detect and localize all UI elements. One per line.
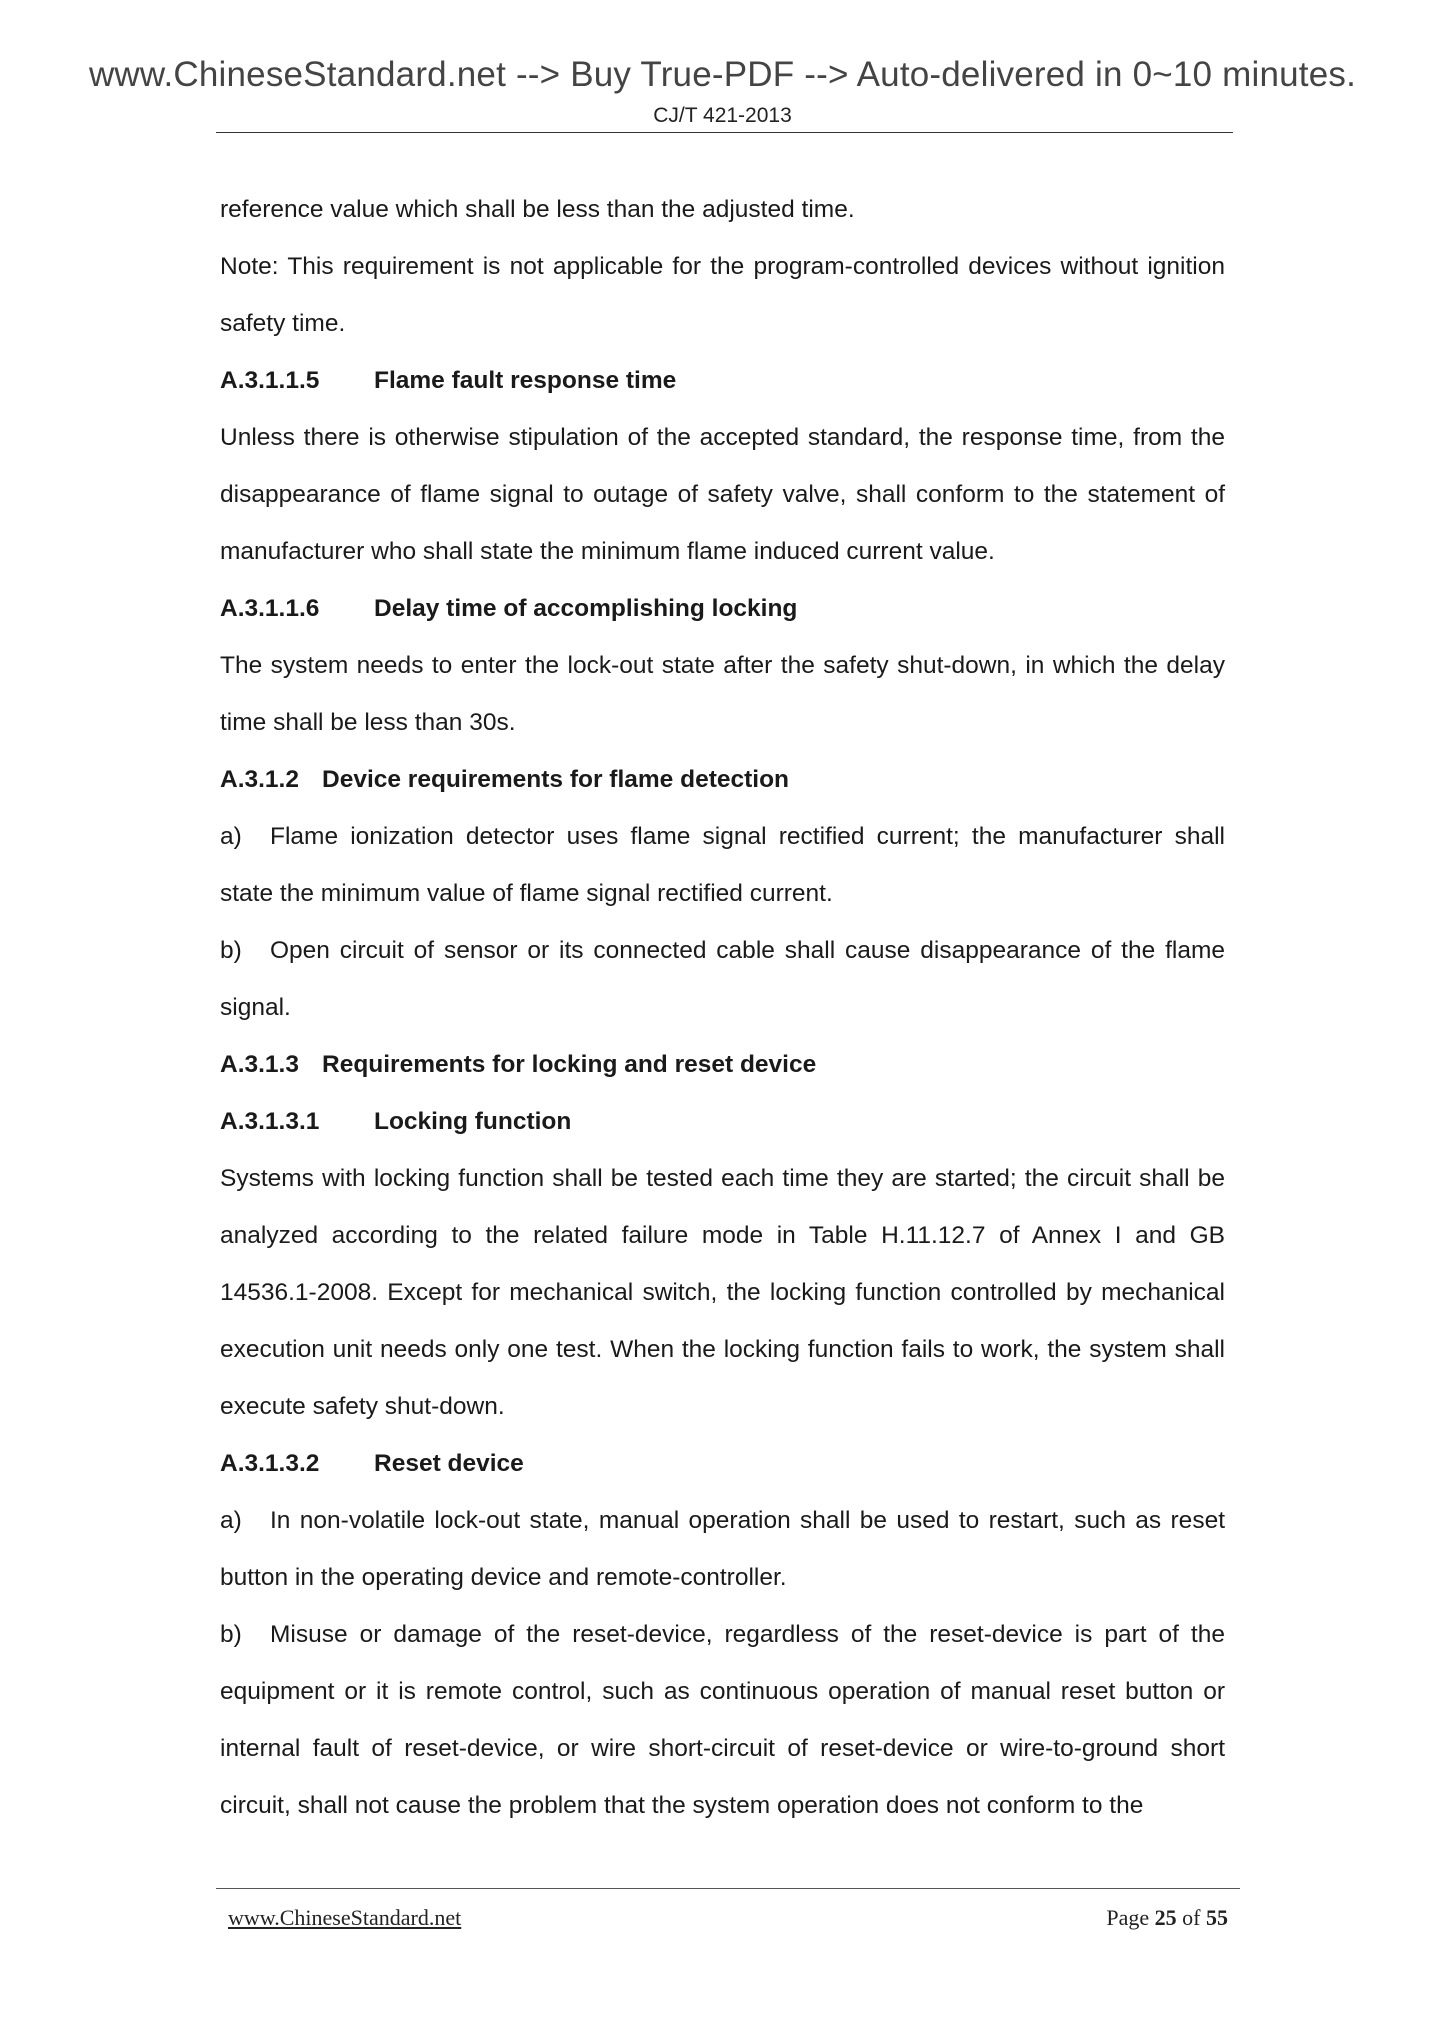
list-item-text: Misuse or damage of the reset-device, regardless of the reset-device is part of the equipment or it is remote control, such as continuous operation of manual reset button or internal fault of reset-device, or wire short-circuit of reset-device or wire-to-ground short circuit, shall not cause the problem that the system operation does not conform to the [220, 1621, 1225, 1819]
page-number [1100, 1905, 1228, 1931]
paragraph: The system needs to enter the lock-out state after the safety shut-down, in which the delay time shall be less than 30s. [220, 652, 1225, 736]
header-rule [216, 132, 1233, 133]
footer-rule [216, 1888, 1240, 1889]
section-title: Reset device [374, 1450, 524, 1477]
paragraph: reference value which shall be less than the adjusted time. [220, 196, 855, 223]
section-number: A.3.1.3.1 [220, 1108, 320, 1135]
section-number: A.3.1.3.2 [220, 1450, 320, 1477]
list-item-text: Flame ionization detector uses flame signal rectified current; the manufacturer shall state the minimum value of flame signal rectified current. [220, 823, 1225, 907]
list-marker: b) [220, 1621, 242, 1648]
note-paragraph: Note: This requirement is not applicable for the program-controlled devices without ignition safety time. [220, 253, 1225, 337]
section-number: A.3.1.2 [220, 766, 299, 793]
section-title: Delay time of accomplishing locking [374, 595, 798, 622]
standard-code: CJ/T 421-2013 [653, 104, 792, 127]
list-marker: b) [220, 937, 242, 964]
section-heading [220, 751, 1225, 808]
section-heading [220, 580, 1225, 637]
section-number: A.3.1.1.5 [220, 367, 320, 394]
section-heading [220, 1435, 1225, 1492]
section-title: Device requirements for flame detection [322, 766, 790, 793]
section-number: A.3.1.1.6 [220, 595, 320, 622]
page-current: 25 [1154, 1905, 1177, 1930]
section-title: Requirements for locking and reset device [322, 1051, 817, 1078]
top-banner: www.ChineseStandard.net --> Buy True-PDF --> Auto-delivered in 0~10 minutes. [88, 55, 1357, 94]
document-body [220, 181, 1225, 1834]
list-item-text: Open circuit of sensor or its connected cable shall cause disappearance of the flame signal. [220, 937, 1225, 1021]
paragraph: Systems with locking function shall be tested each time they are started; the circuit shall be analyzed according to the related failure mode in Table H.11.12.7 of Annex I and GB 14536.1-2008. Except for mechanical switch, the locking function controlled by mechanical execution unit needs only one test. When the locking function fails to work, the system shall execute safety shut-down. [220, 1165, 1225, 1420]
page-total: 55 [1206, 1905, 1228, 1930]
list-item-text: In non-volatile lock-out state, manual operation shall be used to restart, such as reset button in the operating device and remote-controller. [220, 1507, 1225, 1591]
list-item [220, 808, 1225, 922]
list-item [220, 922, 1225, 1036]
section-title: Locking function [374, 1108, 572, 1135]
page-of: of [1182, 1905, 1201, 1930]
section-heading [220, 1093, 1225, 1150]
section-heading [220, 352, 1225, 409]
section-number: A.3.1.3 [220, 1051, 299, 1078]
list-item [220, 1606, 1225, 1834]
list-item [220, 1492, 1225, 1606]
section-heading [220, 1036, 1225, 1093]
list-marker: a) [220, 823, 242, 850]
section-title: Flame fault response time [374, 367, 677, 394]
paragraph: Unless there is otherwise stipulation of the accepted standard, the response time, from the disappearance of flame signal to outage of safety valve, shall conform to the statement of manufacturer who shall state the minimum flame induced current value. [220, 424, 1225, 565]
page-word: Page [1106, 1905, 1150, 1930]
footer-site-link[interactable]: www.ChineseStandard.net [228, 1905, 462, 1930]
list-marker: a) [220, 1507, 242, 1534]
